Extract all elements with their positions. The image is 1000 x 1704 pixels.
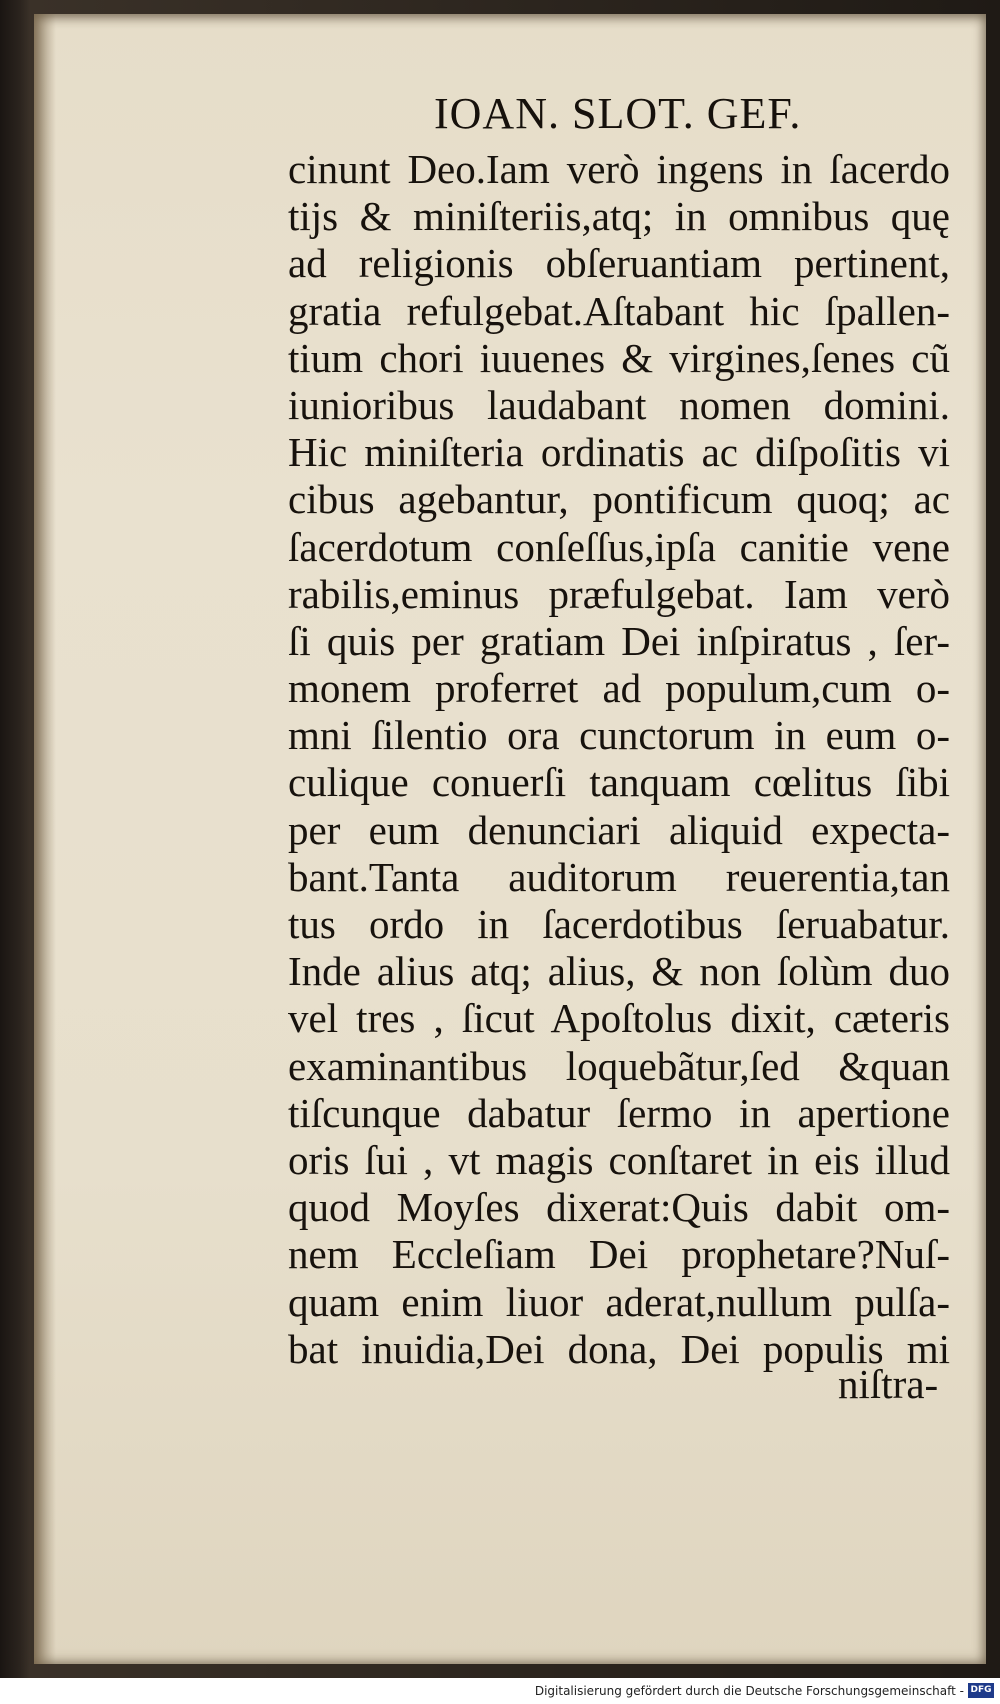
text-line-5: tium chori iuuenes & virgines,ſenes cũ [288, 334, 950, 381]
text-line-15: per eum denunciari aliquid expecta- [288, 806, 950, 853]
digitization-credit: Digitalisierung gefördert durch die Deutsche Forschungsgemeinschaft - [534, 1684, 964, 1698]
text-line-12: monem proferret ad populum,cum o- [288, 665, 950, 712]
text-line-18: Inde alius atq; alius, & non ſolùm duo [288, 948, 950, 995]
dfg-logo-badge: DFG [968, 1683, 994, 1698]
text-line-1: cinunt Deo.Iam verò ingens in ſacerdo [288, 146, 950, 192]
text-line-25: quam enim liuor aderat,nullum pulſa- [288, 1278, 950, 1325]
text-line-6: iunioribus laudabant nomen domini. [288, 381, 950, 428]
text-line-2: tijs & miniſteriis,atq; in omnibus quę [288, 193, 950, 240]
text-line-20: examinantibus loquebãtur,ſed &quan [288, 1042, 950, 1089]
text-line-3: ad religionis obſeruantiam pertinent, [288, 240, 950, 287]
text-line-11: ſi quis per gratiam Dei inſpiratus , ſer- [288, 617, 950, 664]
text-line-9: ſacerdotum conſeſſus,ipſa canitie vene [288, 523, 950, 570]
catchword: niſtra- [838, 1361, 939, 1407]
text-line-8: cibus agebantur, pontificum quoq; ac [288, 476, 950, 523]
text-line-14: culique conuerſi tanquam cœlitus ſibi [288, 759, 950, 806]
running-head: IOAN. SLOT. GEF. [434, 89, 802, 138]
text-line-16: bant.Tanta auditorum reuerentia,tan [288, 853, 950, 900]
text-line-13: mni ſilentio ora cunctorum in eum o- [288, 712, 950, 759]
text-block [288, 146, 950, 1373]
text-line-21: tiſcunque dabatur ſermo in apertione [288, 1089, 950, 1136]
text-line-23: quod Moyſes dixerat:Quis dabit om- [288, 1184, 950, 1231]
text-line-17: tus ordo in ſacerdotibus ſeruabatur. [288, 901, 950, 947]
text-line-7: Hic miniſteria ordinatis ac diſpoſitis vi [288, 429, 950, 476]
text-line-4: gratia refulgebat.Aſtabant hic ſpallen- [288, 287, 950, 334]
text-line-10: rabilis,eminus præfulgebat. Iam verò [288, 570, 950, 617]
text-line-19: vel tres , ſicut Apoſtolus dixit, cæteris [288, 995, 950, 1042]
text-line-24: nem Eccleſiam Dei prophetare?Nuſ- [288, 1231, 950, 1278]
text-line-22: oris ſui , vt magis conſtaret in eis illud [288, 1136, 950, 1183]
text-line-26: bat inuidia,Dei dona, Dei populis mi [288, 1325, 950, 1372]
